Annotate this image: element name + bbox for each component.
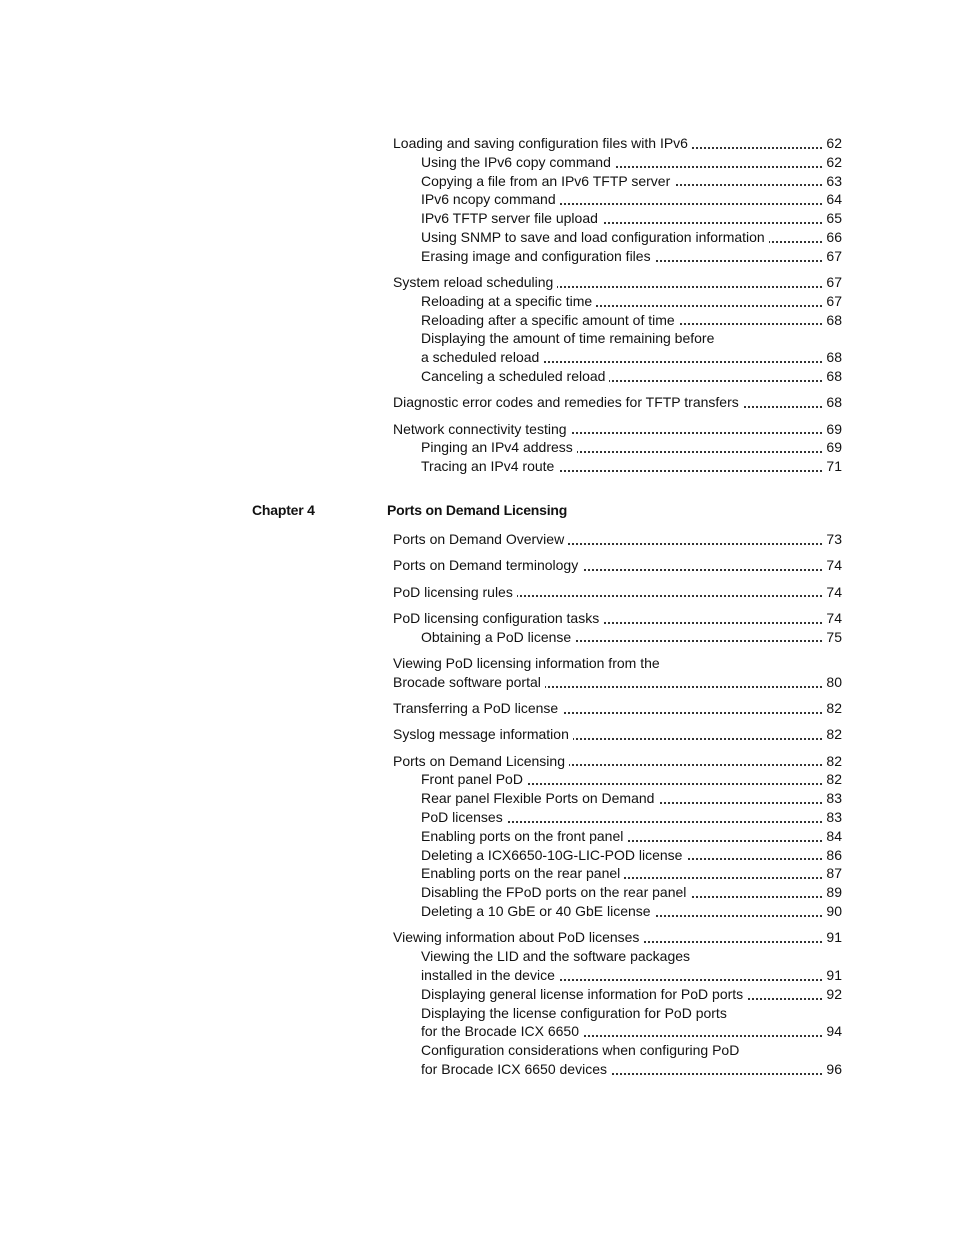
toc-section-a [393, 134, 842, 484]
toc-entry-title: for the Brocade ICX 6650 [421, 1023, 583, 1039]
toc-entry[interactable] [393, 985, 842, 1004]
toc-entry[interactable] [393, 134, 842, 153]
toc-entry-title: a scheduled reload [421, 349, 543, 365]
toc-entry[interactable] [393, 789, 842, 808]
toc-entry-page: 71 [823, 457, 842, 476]
toc-entry[interactable] [393, 902, 842, 921]
toc-entry-title: Brocade software portal [393, 674, 545, 690]
toc-entry[interactable] [393, 1060, 842, 1079]
toc-entry[interactable] [393, 190, 842, 209]
toc-entry-page: 90 [823, 902, 842, 921]
toc-entry-title: Deleting a 10 GbE or 40 GbE license [421, 903, 655, 919]
toc-entry[interactable] [393, 292, 842, 311]
toc-entry[interactable] [393, 752, 842, 771]
toc-entry[interactable] [393, 699, 842, 718]
toc-entry[interactable] [393, 247, 842, 266]
toc-entry[interactable] [393, 311, 842, 330]
toc-entry[interactable] [393, 673, 842, 692]
toc-entry-title: Viewing information about PoD licenses [393, 929, 643, 945]
toc-entry-page: 68 [823, 311, 842, 330]
toc-entry[interactable] [393, 864, 842, 883]
toc-entry-title: Obtaining a PoD license [421, 629, 575, 645]
toc-entry-title: Displaying the license configuration for PoD ports [421, 1005, 731, 1021]
toc-entry[interactable] [393, 556, 842, 575]
toc-entry-page: 83 [823, 808, 842, 827]
toc-entry[interactable] [393, 846, 842, 865]
toc-entry-page: 74 [823, 609, 842, 628]
toc-entry-title: Ports on Demand Licensing [393, 753, 569, 769]
toc-entry[interactable] [393, 654, 842, 673]
toc-entry[interactable] [393, 530, 842, 549]
toc-group [393, 420, 842, 476]
toc-entry-page: 65 [823, 209, 842, 228]
toc-entry-title: Front panel PoD [421, 771, 527, 787]
toc-entry[interactable] [393, 209, 842, 228]
toc-group [393, 393, 842, 412]
toc-group [393, 530, 842, 549]
toc-entry[interactable] [393, 628, 842, 647]
toc-entry-title: Using the IPv6 copy command [421, 154, 615, 170]
toc-entry-page: 74 [823, 583, 842, 602]
toc-entry-page: 67 [823, 292, 842, 311]
toc-entry[interactable] [393, 609, 842, 628]
toc-entry[interactable] [393, 966, 842, 985]
toc-entry[interactable] [393, 329, 842, 348]
toc-entry-title: Rear panel Flexible Ports on Demand [421, 790, 658, 806]
toc-entry-page: 82 [823, 752, 842, 771]
toc-group [393, 699, 842, 718]
toc-entry-title: Configuration considerations when configuring PoD [421, 1042, 743, 1058]
toc-entry-title: installed in the device [421, 967, 559, 983]
toc-entry-page: 92 [823, 985, 842, 1004]
toc-entry-title: Transferring a PoD license [393, 700, 562, 716]
toc-entry-page: 82 [823, 699, 842, 718]
toc-entry-title: Enabling ports on the front panel [421, 828, 627, 844]
toc-entry-page: 67 [823, 273, 842, 292]
toc-entry-page: 67 [823, 247, 842, 266]
toc-entry[interactable] [393, 947, 842, 966]
toc-entry-page: 80 [823, 673, 842, 692]
toc-entry[interactable] [393, 808, 842, 827]
toc-entry-page: 68 [823, 367, 842, 386]
toc-entry-page: 64 [823, 190, 842, 209]
toc-entry-page: 84 [823, 827, 842, 846]
toc-entry-title: IPv6 TFTP server file upload [421, 210, 602, 226]
toc-entry-title: System reload scheduling [393, 274, 557, 290]
toc-entry[interactable] [393, 172, 842, 191]
toc-entry-title: for Brocade ICX 6650 devices [421, 1061, 611, 1077]
toc-group [393, 928, 842, 1078]
toc-entry-title: Viewing PoD licensing information from the [393, 655, 664, 671]
toc-entry-title: Using SNMP to save and load configuration information [421, 229, 769, 245]
toc-entry-title: PoD licensing rules [393, 584, 517, 600]
toc-entry-page: 69 [823, 420, 842, 439]
toc-entry[interactable] [393, 1004, 842, 1023]
toc-entry[interactable] [393, 725, 842, 744]
toc-entry-title: Disabling the FPoD ports on the rear panel [421, 884, 690, 900]
toc-group [393, 583, 842, 602]
toc-entry-page: 87 [823, 864, 842, 883]
toc-entry[interactable] [393, 367, 842, 386]
toc-entry[interactable] [393, 457, 842, 476]
toc-entry-page: 75 [823, 628, 842, 647]
toc-entry-page: 68 [823, 348, 842, 367]
toc-entry-title: Tracing an IPv4 route [421, 458, 558, 474]
toc-entry-page: 62 [823, 153, 842, 172]
toc-entry-page: 86 [823, 846, 842, 865]
toc-entry-page: 66 [823, 228, 842, 247]
toc-group [393, 556, 842, 575]
toc-entry[interactable] [393, 228, 842, 247]
toc-entry-page: 69 [823, 438, 842, 457]
toc-entry-title: Erasing image and configuration files [421, 248, 655, 264]
toc-entry-title: Displaying general license information for PoD ports [421, 986, 747, 1002]
toc-entry-page: 74 [823, 556, 842, 575]
toc-entry[interactable] [393, 1041, 842, 1060]
toc-entry-title: IPv6 ncopy command [421, 191, 560, 207]
toc-entry-page: 94 [823, 1022, 842, 1041]
toc-entry[interactable] [393, 583, 842, 602]
toc-entry-page: 83 [823, 789, 842, 808]
toc-entry-title: Pinging an IPv4 address [421, 439, 577, 455]
toc-entry[interactable] [393, 273, 842, 292]
toc-entry-title: Canceling a scheduled reload [421, 368, 609, 384]
toc-entry-page: 91 [823, 928, 842, 947]
toc-entry[interactable] [393, 348, 842, 367]
toc-entry-title: Diagnostic error codes and remedies for TFTP transfers [393, 394, 743, 410]
toc-entry-page: 73 [823, 530, 842, 549]
toc-entry[interactable] [393, 827, 842, 846]
toc-entry[interactable] [393, 883, 842, 902]
toc-entry-page: 68 [823, 393, 842, 412]
toc-entry-page: 91 [823, 966, 842, 985]
toc-entry-title: Network connectivity testing [393, 421, 571, 437]
toc-entry-title: Ports on Demand Overview [393, 531, 568, 547]
toc-entry-title: Deleting a ICX6650-10G-LIC-POD license [421, 847, 686, 863]
toc-entry[interactable] [393, 420, 842, 439]
toc-group [393, 752, 842, 921]
toc-entry-page: 82 [823, 770, 842, 789]
toc-entry-title: Ports on Demand terminology [393, 557, 582, 573]
toc-entry-title: PoD licenses [421, 809, 507, 825]
toc-entry[interactable] [393, 153, 842, 172]
toc-entry-page: 63 [823, 172, 842, 191]
toc-entry-title: PoD licensing configuration tasks [393, 610, 603, 626]
toc-group [393, 725, 842, 744]
toc-entry-page: 89 [823, 883, 842, 902]
toc-entry-page: 82 [823, 725, 842, 744]
toc-entry-title: Reloading after a specific amount of time [421, 312, 679, 328]
toc-entry-title: Syslog message information [393, 726, 573, 742]
toc-entry-title: Reloading at a specific time [421, 293, 596, 309]
toc-group [393, 134, 842, 266]
toc-entry-title: Viewing the LID and the software packages [421, 948, 694, 964]
toc-entry[interactable] [393, 1022, 842, 1041]
toc-entry-title: Loading and saving configuration files with IPv6 [393, 135, 692, 151]
toc-section-b [393, 530, 842, 1086]
toc-entry[interactable] [393, 770, 842, 789]
toc-entry-title: Enabling ports on the rear panel [421, 865, 624, 881]
toc-entry-title: Displaying the amount of time remaining before [421, 330, 718, 346]
toc-entry-title: Copying a file from an IPv6 TFTP server [421, 173, 674, 189]
toc-entry[interactable] [393, 928, 842, 947]
toc-entry-page: 96 [823, 1060, 842, 1079]
chapter-label: Chapter 4 [252, 502, 315, 518]
toc-group [393, 273, 842, 386]
toc-group [393, 609, 842, 647]
chapter-title: Ports on Demand Licensing [387, 502, 568, 518]
toc-entry[interactable] [393, 438, 842, 457]
toc-group [393, 654, 842, 692]
toc-entry[interactable] [393, 393, 842, 412]
toc-entry-page: 62 [823, 134, 842, 153]
